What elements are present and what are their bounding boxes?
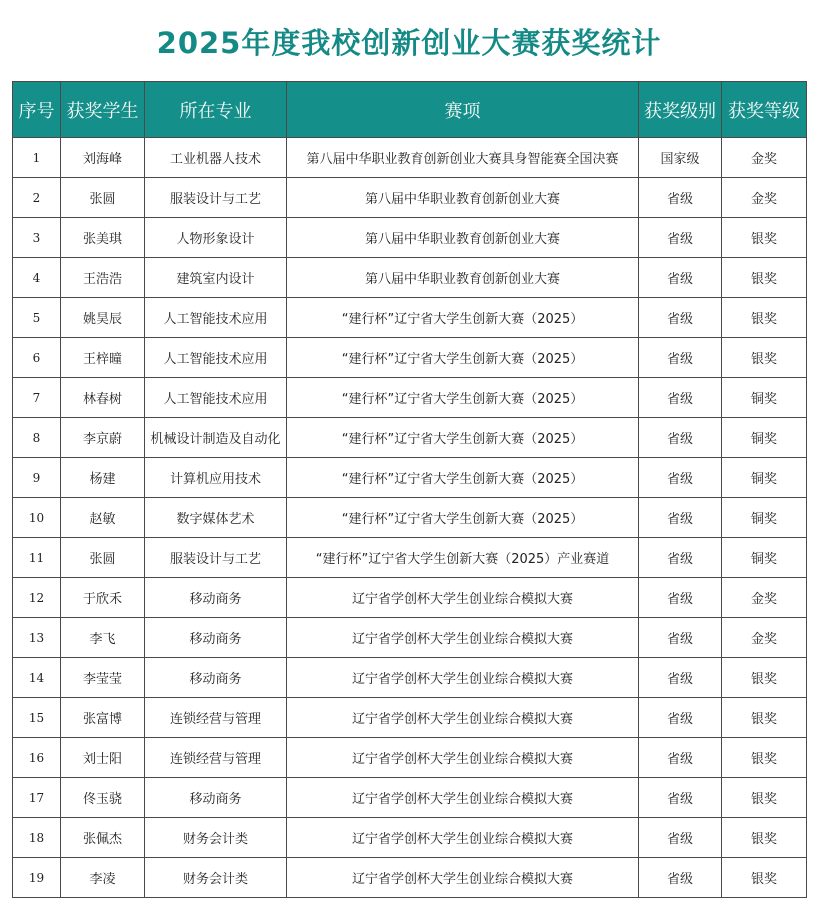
award-statistics-table [12,81,807,898]
table-row [13,818,807,858]
table-row [13,418,807,458]
cell-serial-number: 8 [13,418,61,458]
header-competition: 赛项 [287,82,639,138]
page-title: 2025年度我校创新创业大赛获奖统计 [156,26,662,60]
cell-student: 张圆 [61,178,145,218]
cell-competition: “建行杯”辽宁省大学生创新大赛（2025） [287,298,639,338]
cell-student: 张圆 [61,538,145,578]
table-row [13,258,807,298]
table-row [13,658,807,698]
cell-competition: 第八届中华职业教育创新创业大赛具身智能赛全国决赛 [287,138,639,178]
table-row [13,298,807,338]
cell-award-grade: 银奖 [722,258,807,298]
cell-competition: “建行杯”辽宁省大学生创新大赛（2025） [287,498,639,538]
cell-major: 人工智能技术应用 [145,378,287,418]
cell-student: 李京蔚 [61,418,145,458]
cell-competition: 辽宁省学创杯大学生创业综合模拟大赛 [287,618,639,658]
cell-award-grade: 银奖 [722,738,807,778]
cell-award-level: 省级 [639,338,722,378]
cell-student: 李飞 [61,618,145,658]
cell-serial-number: 4 [13,258,61,298]
cell-award-grade: 铜奖 [722,418,807,458]
cell-serial-number: 5 [13,298,61,338]
cell-award-grade: 银奖 [722,698,807,738]
cell-major: 人物形象设计 [145,218,287,258]
cell-student: 张美琪 [61,218,145,258]
cell-major: 移动商务 [145,658,287,698]
cell-award-level: 省级 [639,618,722,658]
cell-major: 移动商务 [145,578,287,618]
cell-award-grade: 铜奖 [722,458,807,498]
table-row [13,698,807,738]
cell-award-level: 省级 [639,658,722,698]
cell-serial-number: 6 [13,338,61,378]
cell-award-level: 省级 [639,698,722,738]
header-award-grade: 获奖等级 [722,82,807,138]
cell-serial-number: 11 [13,538,61,578]
cell-competition: 辽宁省学创杯大学生创业综合模拟大赛 [287,578,639,618]
cell-competition: “建行杯”辽宁省大学生创新大赛（2025） [287,378,639,418]
table-row [13,538,807,578]
cell-major: 人工智能技术应用 [145,298,287,338]
table-row [13,178,807,218]
cell-serial-number: 14 [13,658,61,698]
cell-award-grade: 银奖 [722,298,807,338]
cell-student: 赵敏 [61,498,145,538]
cell-competition: 辽宁省学创杯大学生创业综合模拟大赛 [287,818,639,858]
cell-major: 连锁经营与管理 [145,738,287,778]
table-row [13,218,807,258]
cell-major: 机械设计制造及自动化 [145,418,287,458]
cell-award-grade: 银奖 [722,778,807,818]
table-row [13,498,807,538]
cell-award-grade: 金奖 [722,178,807,218]
header-major: 所在专业 [145,82,287,138]
cell-competition: “建行杯”辽宁省大学生创新大赛（2025）产业赛道 [287,538,639,578]
header-student: 获奖学生 [61,82,145,138]
cell-serial-number: 2 [13,178,61,218]
header-award-level: 获奖级别 [639,82,722,138]
table-row [13,858,807,898]
cell-competition: 第八届中华职业教育创新创业大赛 [287,258,639,298]
table-row [13,578,807,618]
table-row [13,458,807,498]
cell-award-level: 省级 [639,418,722,458]
cell-serial-number: 9 [13,458,61,498]
cell-major: 连锁经营与管理 [145,698,287,738]
cell-student: 王浩浩 [61,258,145,298]
cell-serial-number: 13 [13,618,61,658]
cell-award-level: 省级 [639,738,722,778]
cell-student: 刘士阳 [61,738,145,778]
cell-serial-number: 7 [13,378,61,418]
cell-major: 移动商务 [145,618,287,658]
cell-competition: 辽宁省学创杯大学生创业综合模拟大赛 [287,858,639,898]
cell-serial-number: 12 [13,578,61,618]
cell-serial-number: 16 [13,738,61,778]
cell-award-level: 省级 [639,538,722,578]
cell-award-level: 省级 [639,458,722,498]
cell-competition: “建行杯”辽宁省大学生创新大赛（2025） [287,458,639,498]
cell-competition: “建行杯”辽宁省大学生创新大赛（2025） [287,338,639,378]
cell-student: 张富博 [61,698,145,738]
cell-major: 服装设计与工艺 [145,178,287,218]
cell-serial-number: 19 [13,858,61,898]
cell-award-grade: 金奖 [722,618,807,658]
cell-award-grade: 铜奖 [722,538,807,578]
cell-student: 李凌 [61,858,145,898]
cell-serial-number: 3 [13,218,61,258]
cell-serial-number: 18 [13,818,61,858]
cell-competition: 第八届中华职业教育创新创业大赛 [287,178,639,218]
cell-serial-number: 10 [13,498,61,538]
cell-student: 刘海峰 [61,138,145,178]
cell-award-grade: 金奖 [722,138,807,178]
cell-major: 工业机器人技术 [145,138,287,178]
table-row [13,618,807,658]
cell-competition: 第八届中华职业教育创新创业大赛 [287,218,639,258]
cell-serial-number: 1 [13,138,61,178]
cell-major: 人工智能技术应用 [145,338,287,378]
cell-student: 王梓曈 [61,338,145,378]
cell-competition: “建行杯”辽宁省大学生创新大赛（2025） [287,418,639,458]
cell-student: 姚昊辰 [61,298,145,338]
table-row [13,138,807,178]
cell-competition: 辽宁省学创杯大学生创业综合模拟大赛 [287,778,639,818]
cell-major: 财务会计类 [145,818,287,858]
cell-major: 数字媒体艺术 [145,498,287,538]
cell-major: 移动商务 [145,778,287,818]
cell-award-level: 省级 [639,858,722,898]
cell-award-level: 省级 [639,258,722,298]
table-row [13,778,807,818]
cell-award-grade: 银奖 [722,858,807,898]
table-row [13,738,807,778]
cell-competition: 辽宁省学创杯大学生创业综合模拟大赛 [287,698,639,738]
cell-student: 于欣禾 [61,578,145,618]
cell-competition: 辽宁省学创杯大学生创业综合模拟大赛 [287,738,639,778]
cell-award-level: 国家级 [639,138,722,178]
cell-award-level: 省级 [639,378,722,418]
cell-award-grade: 银奖 [722,338,807,378]
cell-award-grade: 银奖 [722,658,807,698]
cell-award-level: 省级 [639,498,722,538]
cell-student: 张佩杰 [61,818,145,858]
table-header-row [13,82,807,138]
cell-award-grade: 铜奖 [722,498,807,538]
cell-award-level: 省级 [639,818,722,858]
cell-award-level: 省级 [639,778,722,818]
header-serial-number: 序号 [13,82,61,138]
cell-student: 杨建 [61,458,145,498]
cell-award-level: 省级 [639,218,722,258]
cell-major: 建筑室内设计 [145,258,287,298]
cell-student: 林春树 [61,378,145,418]
cell-award-grade: 银奖 [722,218,807,258]
cell-award-grade: 金奖 [722,578,807,618]
cell-award-level: 省级 [639,298,722,338]
cell-serial-number: 17 [13,778,61,818]
table-row [13,338,807,378]
cell-major: 服装设计与工艺 [145,538,287,578]
cell-student: 佟玉骁 [61,778,145,818]
cell-award-grade: 银奖 [722,818,807,858]
cell-competition: 辽宁省学创杯大学生创业综合模拟大赛 [287,658,639,698]
cell-student: 李莹莹 [61,658,145,698]
table-row [13,378,807,418]
cell-major: 计算机应用技术 [145,458,287,498]
cell-award-grade: 铜奖 [722,378,807,418]
cell-major: 财务会计类 [145,858,287,898]
cell-award-level: 省级 [639,578,722,618]
cell-award-level: 省级 [639,178,722,218]
cell-serial-number: 15 [13,698,61,738]
